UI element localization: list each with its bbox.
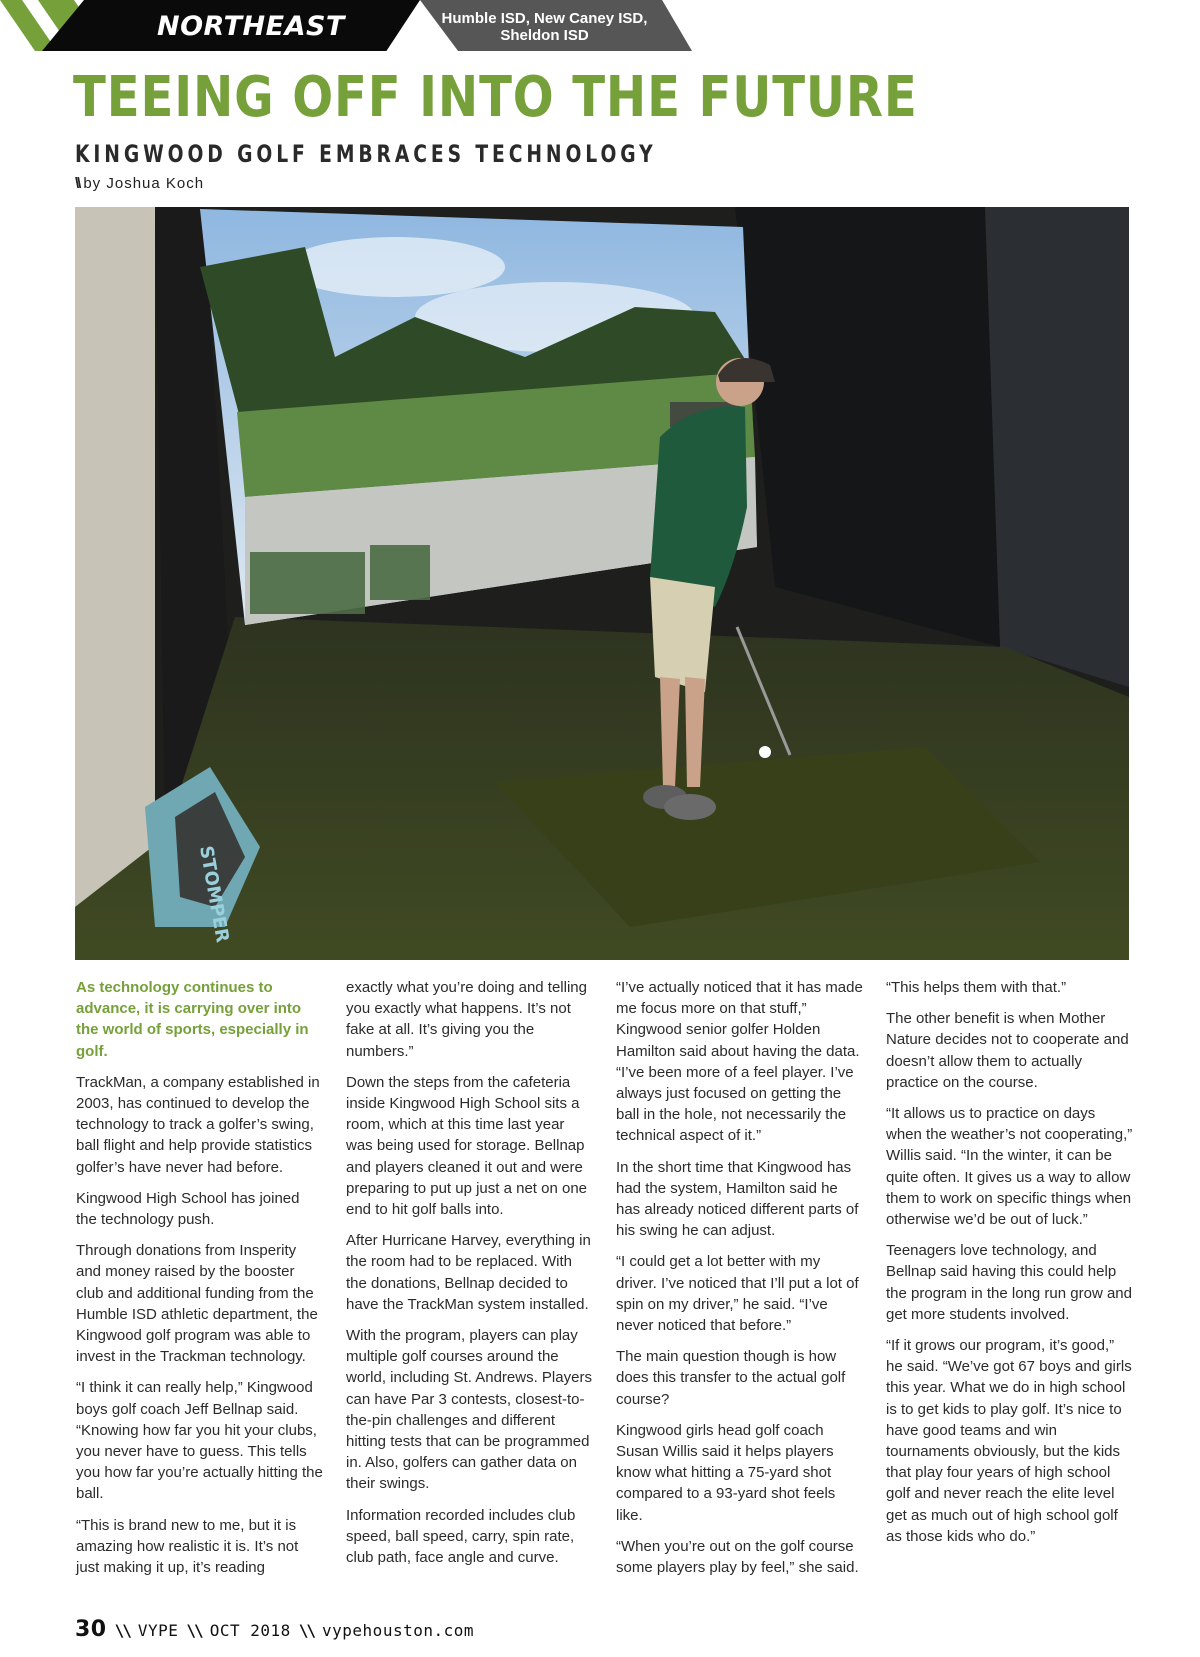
paragraph: Kingwood High School has joined the technology push. — [76, 1189, 300, 1229]
article-lede: As technology continues to advance, it is carrying over into the world of sports, especially in golf. — [76, 979, 309, 1060]
slash-icon: \\ — [75, 175, 80, 192]
district-label: Humble ISD, New Caney ISD, Sheldon ISD — [441, 10, 648, 44]
slash-icon: \\ — [298, 1621, 315, 1640]
region-label: NORTHEAST — [157, 11, 345, 42]
paragraph: “This helps them with that.” — [886, 979, 1067, 996]
article-subtitle: KINGWOOD GOLF EMBRACES TECHNOLOGY — [75, 140, 657, 168]
paragraph: The other benefit is when Mother Nature decides not to cooperate and doesn’t allow them to actually practice on the course. — [886, 1010, 1129, 1091]
page-footer — [75, 1617, 474, 1642]
paragraph: Information recorded includes club speed, ball speed, carry, spin rate, club path, face angle and curve. — [346, 1506, 576, 1567]
byline-text: by Joshua Koch — [83, 175, 205, 192]
website-link[interactable]: vypehouston.com — [322, 1621, 475, 1640]
golf-simulator-photo — [75, 207, 1129, 960]
byline — [75, 175, 204, 192]
paragraph: In the short time that Kingwood has had the system, Hamilton said he has already noticed different parts of his swing he can adjust. — [616, 1158, 859, 1240]
paragraph: “I’ve actually noticed that it has made me focus more on that stuff,” Kingwood senior golfer Holden Hamilton said about having the data. “I’ve been more of a feel player. I’ve always just focused on getting the ball in the hole, not necessarily the technical aspect of it.” — [616, 979, 863, 1145]
page-number: 30 — [75, 1617, 107, 1642]
article-title: TEEING OFF INTO THE FUTURE — [73, 65, 918, 130]
magazine-name: VYPE — [137, 1621, 179, 1640]
paragraph: After Hurricane Harvey, everything in the room had to be replaced. With the donations, Bellnap decided to have the TrackMan system installed. — [346, 1232, 591, 1313]
paragraph: The main question though is how does this transfer to the actual golf course? — [616, 1348, 846, 1408]
paragraph: Through donations from Insperity and money raised by the booster club and additional funding from the Humble ISD athletic department, the Kingwood golf program was able to invest in the Trackman technology. — [76, 1242, 318, 1366]
article-body — [76, 977, 1132, 1577]
paragraph: TrackMan, a company established in 2003, has continued to develop the technology to track a golfer’s swing, ball flight and help provide statistics golfer’s have never had before. — [76, 1073, 320, 1176]
column-1 — [76, 977, 324, 1588]
column-4 — [886, 977, 1134, 1557]
slash-icon: \\ — [186, 1621, 202, 1640]
paragraph: “When you’re out on the golf course some players play by feel,” she said. — [616, 1537, 859, 1577]
paragraph: “If it grows our program, it’s good,” he said. “We’ve got 67 boys and girls this year. What we do in high school is to get kids to play golf. It’s nice to have good teams and win tournaments obviously, but the kids that play four years of high school golf and never reach the elite level get as much out of high school golf as those kids who do.” — [886, 1337, 1132, 1545]
paragraph: Kingwood girls head golf coach Susan Willis said it helps players know what hitting a 75-yard shot compared to a 93-yard shot feels like. — [616, 1421, 836, 1524]
paragraph: Down the steps from the cafeteria inside Kingwood High School sits a room, which at this time last year was being used for storage. Bellnap and players cleaned it out and were preparing to put up just a net on one end to hit golf balls into. — [346, 1073, 588, 1219]
column-2 — [346, 977, 594, 1578]
paragraph: “I could get a lot better with my driver. I’ve noticed that I’ll put a lot of spin on my driver,” he said. “I’ve never noticed that before.” — [616, 1253, 859, 1335]
slash-icon: \\ — [114, 1621, 130, 1640]
paragraph: Teenagers love technology, and Bellnap said having this could help the program in the long run grow and get more students involved. — [886, 1242, 1132, 1323]
golf-bag-text: STOMPER — [195, 844, 233, 945]
paragraph: “I think it can really help,” Kingwood boys golf coach Jeff Bellnap said. “Knowing how far you hit your clubs, you never have to guess. This tells you how far you’re actually hitting the ball. — [76, 1379, 323, 1503]
paragraph: “It allows us to practice on days when the weather’s not cooperating,” Willis said. “In the winter, it can be quite often. It gives us a way to allow them to work on specific things when otherwise we’d be out of luck.” — [886, 1105, 1133, 1229]
paragraph: With the program, players can play multiple golf courses around the world, including St. Andrews. Players can have Par 3 contests, closest-to-the-pin challenges and different hitting tests that can be programmed in. Also, golfers can gather data on their swings. — [346, 1327, 592, 1493]
column-3 — [616, 977, 864, 1588]
issue-date: OCT 2018 — [209, 1621, 291, 1640]
paragraph: exactly what you’re doing and telling you exactly what happens. It’s not fake at all. It’s giving you the numbers.” — [346, 979, 587, 1060]
paragraph: “This is brand new to me, but it is amazing how realistic it is. It’s not just making it up, it’s reading — [76, 1516, 299, 1577]
